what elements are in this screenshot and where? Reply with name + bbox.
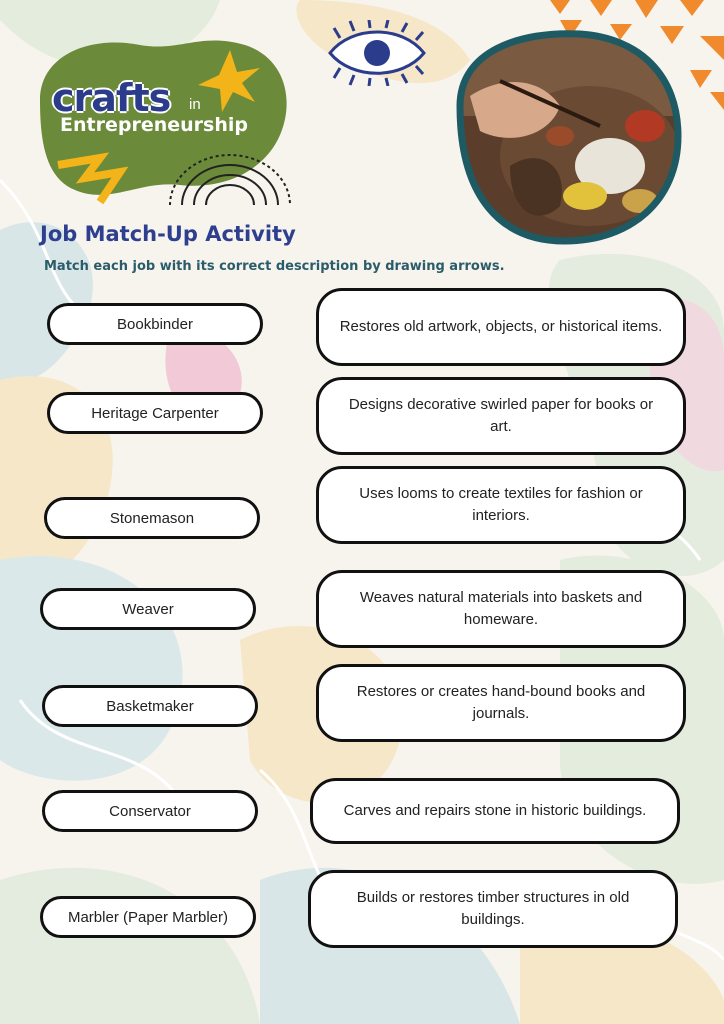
description-text: Designs decorative swirled paper for books or art. (348, 396, 654, 435)
job-box-marbler[interactable] (40, 896, 256, 938)
description-box[interactable] (316, 570, 686, 648)
job-box-conservator[interactable] (42, 790, 258, 832)
page-title: Job Match-Up Activity (40, 222, 296, 246)
logo-word-crafts: crafts (52, 76, 171, 120)
job-label: Heritage Carpenter (91, 404, 219, 422)
description-box[interactable] (316, 466, 686, 544)
job-label: Basketmaker (106, 697, 194, 715)
job-label: Weaver (122, 600, 174, 618)
description-text: Weaves natural materials into baskets and homeware. (359, 589, 643, 628)
job-label: Bookbinder (117, 315, 193, 333)
eye-icon (322, 20, 432, 86)
painter-palette-photo (440, 26, 684, 248)
job-label: Conservator (109, 802, 191, 820)
job-box-basketmaker[interactable] (42, 685, 258, 727)
job-label: Marbler (Paper Marbler) (67, 908, 229, 926)
job-box-heritage-carpenter[interactable] (47, 392, 263, 434)
description-box[interactable] (316, 288, 686, 366)
description-box[interactable] (308, 870, 678, 948)
description-box[interactable] (316, 664, 686, 742)
job-box-stonemason[interactable] (44, 497, 260, 539)
description-box[interactable] (316, 377, 686, 455)
description-box[interactable] (310, 778, 680, 844)
description-text: Carves and repairs stone in historic buildings. (343, 802, 647, 819)
logo-word-entrepreneurship: Entrepreneurship (60, 114, 248, 136)
description-text: Builds or restores timber structures in old buildings. (356, 889, 630, 928)
description-text: Restores old artwork, objects, or historical items. (339, 318, 663, 335)
logo-word-in: in (189, 96, 201, 113)
job-label: Stonemason (109, 509, 195, 527)
job-box-bookbinder[interactable] (47, 303, 263, 345)
description-text: Uses looms to create textiles for fashion or interiors. (359, 485, 643, 524)
job-box-weaver[interactable] (40, 588, 256, 630)
description-text: Restores or creates hand-bound books and journals. (356, 683, 646, 722)
instructions: Match each job with its correct description by drawing arrows. (44, 259, 505, 274)
